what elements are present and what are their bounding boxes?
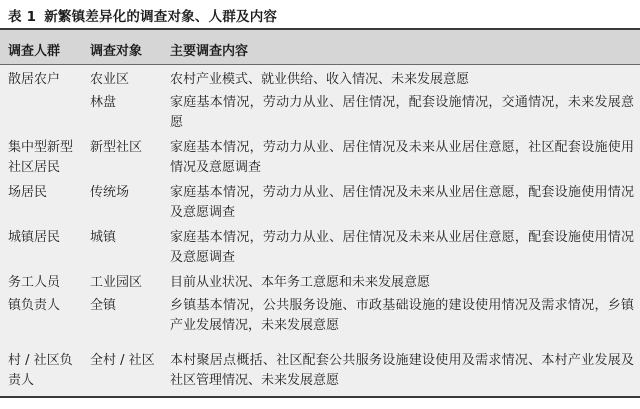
bottom-rule <box>0 396 640 398</box>
cell-survey-object: 传统场 <box>90 185 130 200</box>
table-caption <box>8 5 277 25</box>
cell-survey-content: 家庭基本情况，劳动力从业、居住情况及未来从业居住意愿，配套设施使用情况及意愿调查 <box>170 185 634 220</box>
survey-table <box>0 28 640 404</box>
cell-survey-object: 全村 / 社区 <box>90 353 155 368</box>
header-survey-group: 调查人群 <box>8 44 61 59</box>
cell-survey-group: 集中型新型社区居民 <box>8 140 74 175</box>
cell-survey-object: 新型社区 <box>90 140 143 155</box>
table-number: 表 1 <box>8 9 37 25</box>
cell-survey-object: 全镇 <box>90 298 117 313</box>
cell-survey-group: 村 / 社区负责人 <box>8 353 73 388</box>
cell-survey-object: 林盘 <box>90 95 117 110</box>
table-title: 新繁镇差异化的调查对象、人群及内容 <box>44 9 278 25</box>
cell-survey-content: 本村聚居点概括、社区配套公共服务设施建设使用及需求情况、本村产业发展及社区管理情况、未来发展意愿 <box>170 353 634 388</box>
cell-survey-content: 乡镇基本情况，公共服务设施、市政基础设施的建设使用情况及需求情况，乡镇产业发展情况，未来发展意愿 <box>170 298 634 333</box>
cell-survey-object: 工业园区 <box>90 275 143 290</box>
cell-survey-content: 家庭基本情况，劳动力从业、居住情况及未来从业居住意愿，配套设施使用情况及意愿调查 <box>170 230 634 265</box>
cell-survey-content: 家庭基本情况，劳动力从业、居住情况及未来从业居住意愿，社区配套设施使用情况及意愿调查 <box>170 140 634 175</box>
cell-survey-content: 家庭基本情况，劳动力从业、居住情况，配套设施情况，交通情况，未来发展意愿 <box>170 95 634 130</box>
cell-survey-group: 城镇居民 <box>8 230 61 245</box>
header-survey-object: 调查对象 <box>90 44 143 59</box>
cell-survey-object: 城镇 <box>90 230 117 245</box>
cell-survey-object: 农业区 <box>90 72 130 87</box>
table-body <box>0 65 640 396</box>
cell-survey-content: 目前从业状况、本年务工意愿和未来发展意愿 <box>170 275 431 290</box>
cell-survey-group: 场居民 <box>8 185 48 200</box>
cell-survey-group: 镇负责人 <box>8 298 61 313</box>
cell-survey-group: 务工人员 <box>8 275 61 290</box>
header-survey-content: 主要调查内容 <box>170 44 249 59</box>
cell-survey-content: 农村产业模式、就业供给、收入情况、未来发展意愿 <box>170 72 470 87</box>
cell-survey-group: 散居农户 <box>8 72 61 87</box>
top-rule <box>0 28 640 30</box>
